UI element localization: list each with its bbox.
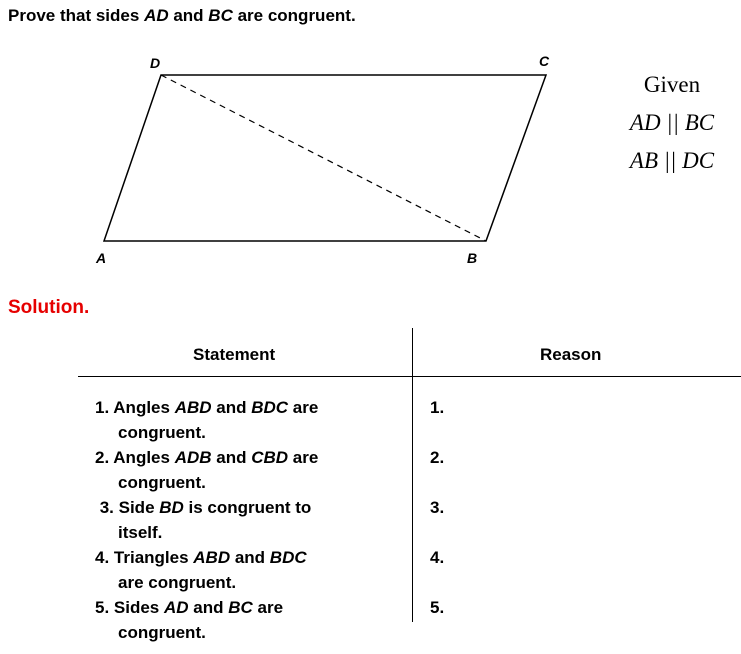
statement-text: are <box>252 598 284 617</box>
statement-continuation: congruent. <box>118 623 206 642</box>
statement-term: ABD <box>193 548 231 567</box>
vertex-label-b: B <box>467 250 478 266</box>
statement-3 <box>95 495 395 545</box>
statement-text: and <box>230 548 270 567</box>
statement-number: 5. <box>95 598 114 617</box>
reason-4: 4. <box>430 548 445 567</box>
statement-text: Side <box>118 498 160 517</box>
statement-term: CBD <box>251 448 289 467</box>
given-relation-ad-bc: AD || BC <box>629 110 715 135</box>
problem-segment-bc: BC <box>208 6 233 25</box>
table-column-divider <box>412 328 413 622</box>
statement-1 <box>95 395 395 445</box>
statement-text: are <box>288 398 319 417</box>
statement-2 <box>95 445 395 495</box>
statement-term: AD <box>164 598 189 617</box>
statement-text: are <box>288 448 319 467</box>
reason-header: Reason <box>540 345 602 364</box>
problem-mid: and <box>168 6 209 25</box>
statement-continuation: itself. <box>118 523 163 542</box>
statement-continuation: congruent. <box>118 423 206 442</box>
statement-term: BC <box>228 598 253 617</box>
statement-term: BDC <box>269 548 307 567</box>
solution-label: Solution. <box>8 297 90 318</box>
statement-number: 1. <box>95 398 114 417</box>
given-block <box>612 72 732 186</box>
statement-number: 2. <box>95 448 114 467</box>
given-relation-ab-dc: AB || DC <box>629 148 715 173</box>
reason-1: 1. <box>430 398 445 417</box>
problem-prefix: Prove that sides <box>8 6 145 25</box>
statement-continuation: are congruent. <box>118 573 237 592</box>
vertex-label-d: D <box>150 55 161 71</box>
statement-continuation: congruent. <box>118 473 206 492</box>
statement-text: and <box>211 448 252 467</box>
statement-number: 4. <box>95 548 114 567</box>
statement-term: BD <box>159 498 184 517</box>
diagonal-bd <box>161 75 486 241</box>
vertex-label-c: C <box>539 53 550 69</box>
reason-5: 5. <box>430 598 445 617</box>
problem-suffix: are congruent. <box>232 6 356 25</box>
reason-2: 2. <box>430 448 445 467</box>
given-heading: Given <box>643 72 701 97</box>
statement-5 <box>95 595 395 645</box>
statement-text: Angles <box>113 398 175 417</box>
vertex-label-a: A <box>96 250 107 266</box>
statement-term: ABD <box>174 398 212 417</box>
problem-segment-ad: AD <box>144 6 169 25</box>
table-header-divider <box>78 376 741 377</box>
statement-number: 3. <box>95 498 119 517</box>
parallelogram-abcd <box>104 75 546 241</box>
reason-3: 3. <box>430 498 445 517</box>
statement-text: and <box>188 598 229 617</box>
statement-text: Sides <box>113 598 164 617</box>
statement-term: ADB <box>174 448 212 467</box>
statement-text: Angles <box>113 448 175 467</box>
statement-4 <box>95 545 395 595</box>
statement-text: Triangles <box>113 548 194 567</box>
statement-header: Statement <box>193 345 276 364</box>
statement-term: BDC <box>251 398 289 417</box>
statement-text: and <box>211 398 252 417</box>
statement-text: is congruent to <box>183 498 312 517</box>
